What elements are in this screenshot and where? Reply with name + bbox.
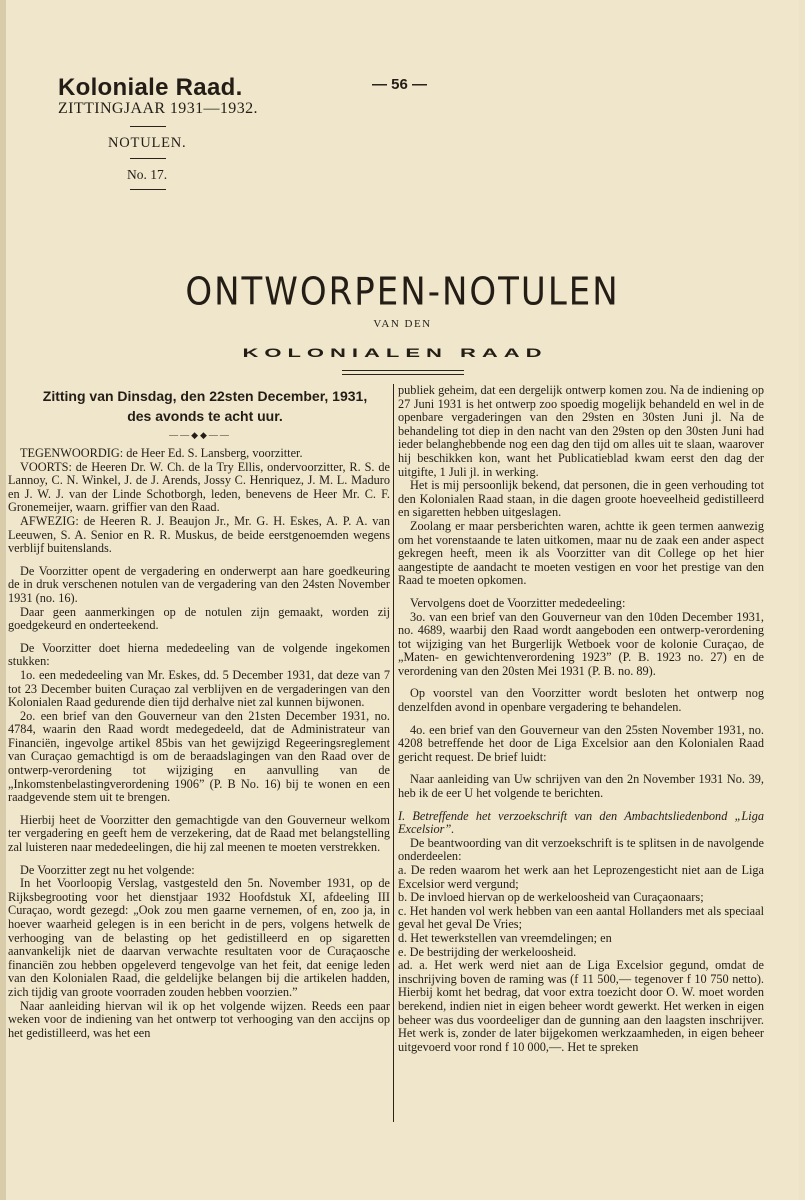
list-item: e. De bestrijding der werkeloosheid. [398, 944, 577, 959]
session-year: ZITTINGJAAR 1931—1932. [58, 100, 258, 117]
paragraph: De Voorzitter doet hierna mededeeling van de volgende ingekomen stukken: [8, 640, 390, 669]
paragraph: publiek geheim, dat een dergelijk ontwerp komen zou. Na de indiening op 27 Juni 1931 is het ontwerp zoo spoedig mogelijk behandeld en wel in de openbare vergaderingen van den 29sten en 30sten Juni jl. Na de behandeling tot diep in den nacht van den 29sten op den 30sten Juni had ieder belanghebbende nog een dag den tijd om alles uit te slaan, waarover hij beschikken kon, want het Publicatieblad kwam eerst den dag der uitgifte, 1 Juli jl. in werking. [398, 383, 764, 479]
paragraph: 3o. van een brief van den Gouverneur van den 10den December 1931, no. 4689, waarbij den Raad wordt aangeboden een ontwerp-verordening tot wijziging van het Burgerlijk Wetboek voor de kolonie Curaçao, de „Maten- en gewichtenverordening 1923” (P. B. 1923 no. 27) en de verordening van den 20sten Mei 1931 (P. B. no. 89). [398, 609, 764, 678]
main-title: ONTWORPEN-NOTULEN [185, 269, 620, 315]
list-item: a. De reden waarom het werk aan het Leprozengesticht niet aan de Liga Excelsior werd vergund; [398, 863, 764, 891]
right-column [398, 384, 764, 1054]
sitting-heading-line1: Zitting van Dinsdag, den 22sten December, 1931, [42, 388, 368, 404]
notulen-label: NOTULEN. [108, 135, 187, 151]
page-number: — 56 — [372, 76, 428, 93]
paragraph: AFWEZIG: de Heeren R. J. Beaujon Jr., Mr. G. H. Eskes, A. P. A. van Leeuwen, S. A. Senior en R. R. Muskus, de beide eerstgenoemden wegens verblijf buitenslands. [8, 513, 390, 556]
paragraph: Zoolang er maar persberichten waren, achtte ik geen termen aanwezig om het vorenstaande te laten uitkomen, maar nu de zaak een ander aspect gekregen heeft, meen ik als Voorzitter van dit College op het hier aangestipte de aandacht te moeten vestigen en voor het prestige van den Raad te moeten opkomen. [398, 518, 764, 588]
paragraph: Naar aanleiding hiervan wil ik op het volgende wijzen. Reeds een paar weken voor de indiening van het ontwerp tot verhooging van den accijns op het gedistilleerd, was het een [8, 998, 390, 1040]
paragraph: De Voorzitter opent de vergadering en onderwerpt aan hare goedkeuring de in druk verschenen notulen van de vergadering van den 24sten November 1931 (no. 16). [8, 563, 390, 605]
title-double-rule [342, 370, 464, 375]
section-heading: I. Betreffende het verzoekschrift van den Ambachtsliedenbond „Liga Excelsior”. [398, 808, 764, 837]
publication-title: Koloniale Raad. [58, 74, 243, 101]
list-item: d. Het tewerkstellen van vreemdelingen; en [398, 930, 612, 945]
paragraph: ad. a. Het werk werd niet aan de Liga Excelsior gegund, omdat de inschrijving boven de raming was (f 11 500,— tegenover f 10 750 netto). Hierbij komt het bedrag, dat voor extra toezicht door O. W. moet worden berekend, indien niet in eigen beheer wordt gewerkt. Het werken in eigen beheer was dus voordeeliger dan de gunning aan den laagsten inschrijver. Het werk is, zonder de later bijgekomen werkzaamheden, in eigen beheer uitgevoerd voor rond f 10 000,—. Het te spreken [398, 958, 764, 1054]
header-rule [130, 189, 166, 190]
sitting-heading [20, 386, 390, 426]
header-rule [130, 158, 166, 159]
paragraph: 1o. een mededeeling van Mr. Eskes, dd. 5 December 1931, dat deze van 7 tot 23 December buiten Curaçao zal verblijven en de vergaderingen van den Kolonialen Raad gedurende dien tijd derhalve niet zal kunnen bijwonen. [8, 667, 390, 710]
ornament-divider: ——◆◆—— [169, 430, 231, 440]
paragraph: Hierbij heet de Voorzitter den gemachtigde van den Gouverneur welkom ter vergadering en geeft hem de verzekering, dat de Raad met belangstelling zal luisteren naar mededeelingen, die hij zal meenen te moeten verstrekken. [8, 812, 390, 855]
list-item: b. De invloed hiervan op de werkeloosheid van Curaçaonaars; [398, 890, 704, 905]
paragraph: TEGENWOORDIG: de Heer Ed. S. Lansberg, voorzitter. [20, 446, 303, 460]
paragraph: De beantwoording van dit verzoekschrift is te splitsen in de navolgende onderdeelen: [398, 835, 764, 864]
paragraph: 2o. een brief van den Gouverneur van den 21sten December 1931, no. 4784, waarin den Raad wordt medegedeeld, dat de Administrateur van Financiën, ingevolge artikel 85bis van het gewijzigd Regeeringsreglement van Curaçao gemachtigd is om de beraadslagingen van den Raad over de ontwerp-verordening tot wijziging en aanvulling van de „Inkomstenbelastingverordening 1906” (P. B No. 16) bij te wonen en een raadgevende stem uit te brengen. [8, 708, 390, 805]
paragraph: In het Voorloopig Verslag, vastgesteld den 5n. November 1931, op de Rijksbegrooting voor het dienstjaar 1932 Hoofdstuk XI, afdeeling III Curaçao, wordt gezegd: „Ook zou men gaarne vernemen, of en, zoo ja, in hoever waarheid gelegen is in een bericht in de pers, volgens hetwelk de verhooging van de belasting op het gedistilleerd en op sigaretten aanvankelijk niet de daarvan verwachte resultaten voor de Curaçaosche financiën zou hebben opgeleverd tengevolge van het feit, dat eenige leden van den Kolonialen Raad, die geldelijke belangen bij die artikelen hadden, zich tijdig van groote voorraden zouden hebben voorzien.” [8, 876, 390, 999]
paragraph: De Voorzitter zegt nu het volgende: [20, 862, 195, 877]
council-name-banner: KOLONIALEN RAAD [242, 345, 548, 360]
issue-number: No. 17. [127, 167, 168, 182]
column-divider [393, 384, 394, 1122]
paragraph: Naar aanleiding van Uw schrijven van den 2n November 1931 No. 39, heb ik de eer U het volgende te berichten. [398, 772, 764, 801]
paragraph: VOORTS: de Heeren Dr. W. Ch. de la Try Ellis, ondervoorzitter, R. S. de Lannoy, C. N. Winkel, J. de J. Arends, Jossy C. Henriquez, J. M. L. Maduro en J. W. J. van der Linde Schotborgh, leden, benevens de Heer Mr. C. F. Gronemeijer, waarn. griffier van den Raad. [8, 459, 390, 515]
paragraph: Daar geen aanmerkingen op de notulen zijn gemaakt, worden zij goedgekeurd en onderteekend. [8, 604, 390, 633]
subtitle-van-den: VAN DEN [373, 318, 432, 330]
header-rule [130, 126, 166, 127]
sitting-heading-line2: des avonds te acht uur. [127, 408, 283, 424]
paragraph: 4o. een brief van den Gouverneur van den 25sten November 1931, no. 4208 betreffende het door de Liga Excelsior aan den Kolonialen Raad gericht request. De brief luidt: [398, 722, 764, 764]
paragraph: Het is mij persoonlijk bekend, dat personen, die in geen verhouding tot den Kolonialen Raad staan, in die dagen groote hoeveelheid gedistilleerd en sigaretten hebben uitgeslagen. [398, 478, 764, 520]
left-column [8, 447, 390, 1040]
paragraph: Vervolgens doet de Voorzitter mededeeling: [410, 595, 626, 610]
paragraph: Op voorstel van den Voorzitter wordt besloten het ontwerp nog denzelfden avond in openbare vergadering te behandelen. [398, 686, 764, 715]
list-item: c. Het handen vol werk hebben van een aantal Hollanders met als speciaal geval het geval De Vries; [398, 903, 764, 932]
